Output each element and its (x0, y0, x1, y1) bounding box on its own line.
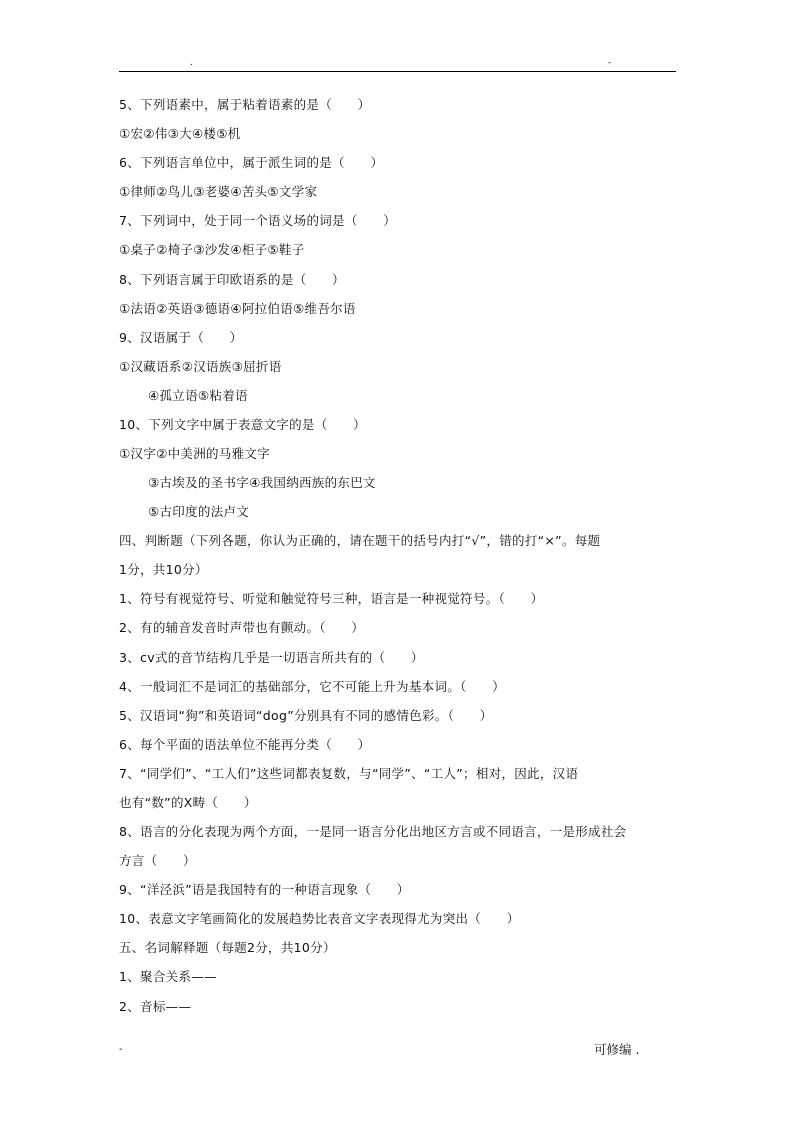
q10-stem: 10、下列文字中属于表意文字的是（ ） (119, 417, 366, 432)
header-rule (119, 71, 676, 72)
header-mark-right: - (608, 58, 612, 68)
q10-options-3: ⑤古印度的法卢文 (148, 504, 250, 519)
tf-item-8: 8、语言的分化表现为两个方面，一是同一语言分化出地区方言或不同语言，一是形成社会 (119, 824, 627, 839)
section-4-heading: 四、判断题（下列各题，你认为正确的，请在题干的括号内打“√”，错的打“×”。每题 (119, 533, 601, 548)
q7-options: ①桌子②椅子③沙发④柜子⑤鞋子 (119, 242, 305, 257)
q7-stem: 7、下列词中，处于同一个语义场的词是（ ） (119, 213, 397, 228)
tf-item-10: 10、表意文字笔画简化的发展趋势比表音文字表现得尤为突出（ ） (119, 911, 520, 926)
q9-options-2: ④孤立语⑤粘着语 (148, 388, 248, 403)
term-item-1: 1、聚合关系—— (119, 969, 217, 984)
tf-item-7-cont: 也有“数”的X畴（ ） (119, 795, 257, 810)
tf-item-8-cont: 方言（ ） (119, 853, 196, 868)
tf-item-4: 4、一般词汇不是词汇的基础部分，它不可能上升为基本词。（ ） (119, 679, 506, 694)
q9-options-1: ①汉藏语系②汉语族③屈折语 (119, 359, 282, 374)
tf-item-7: 7、“同学们”、“工人们”这些词都表复数，与“同学”、“工人”；相对，因此，汉语 (119, 766, 579, 781)
q9-stem: 9、汉语属于（ ） (119, 330, 243, 345)
tf-item-5: 5、汉语词“狗”和英语词“dog”分别具有不同的感情色彩。（ ） (119, 708, 493, 723)
section-5-heading: 五、名词解释题（每题2分，共10分） (119, 940, 336, 955)
q6-stem: 6、下列语言单位中，属于派生词的是（ ） (119, 155, 384, 170)
term-item-2: 2、音标—— (119, 999, 192, 1014)
q5-options: ①宏②伟③大④楼⑤机 (119, 126, 241, 141)
footer-editable-note: 可修编 . (594, 1042, 640, 1057)
q10-options-2: ③古埃及的圣书字④我国纳西族的东巴文 (148, 475, 376, 490)
footer-mark-left: - (119, 1044, 123, 1055)
tf-item-3: 3、cv式的音节结构几乎是一切语言所共有的（ ） (119, 650, 424, 665)
q6-options: ①律师②鸟儿③老婆④苦头⑤文学家 (119, 184, 318, 199)
tf-item-2: 2、有的辅音发音时声带也有颤动。（ ） (119, 620, 365, 635)
tf-item-9: 9、“洋泾浜”语是我国特有的一种语言现象（ ） (119, 882, 410, 897)
section-4-heading-cont: 1分，共10分） (119, 562, 208, 577)
header-mark-left: . (190, 58, 193, 68)
q10-options-1: ①汉字②中美洲的马雅文字 (119, 446, 271, 461)
q5-stem: 5、下列语素中，属于粘着语素的是（ ） (119, 97, 371, 112)
q8-options: ①法语②英语③德语④阿拉伯语⑤维吾尔语 (119, 301, 356, 316)
tf-item-1: 1、符号有视觉符号、听觉和触觉符号三种，语言是一种视觉符号。（ ） (119, 591, 544, 606)
tf-item-6: 6、每个平面的语法单位不能再分类（ ） (119, 737, 371, 752)
q8-stem: 8、下列语言属于印欧语系的是（ ） (119, 272, 345, 287)
